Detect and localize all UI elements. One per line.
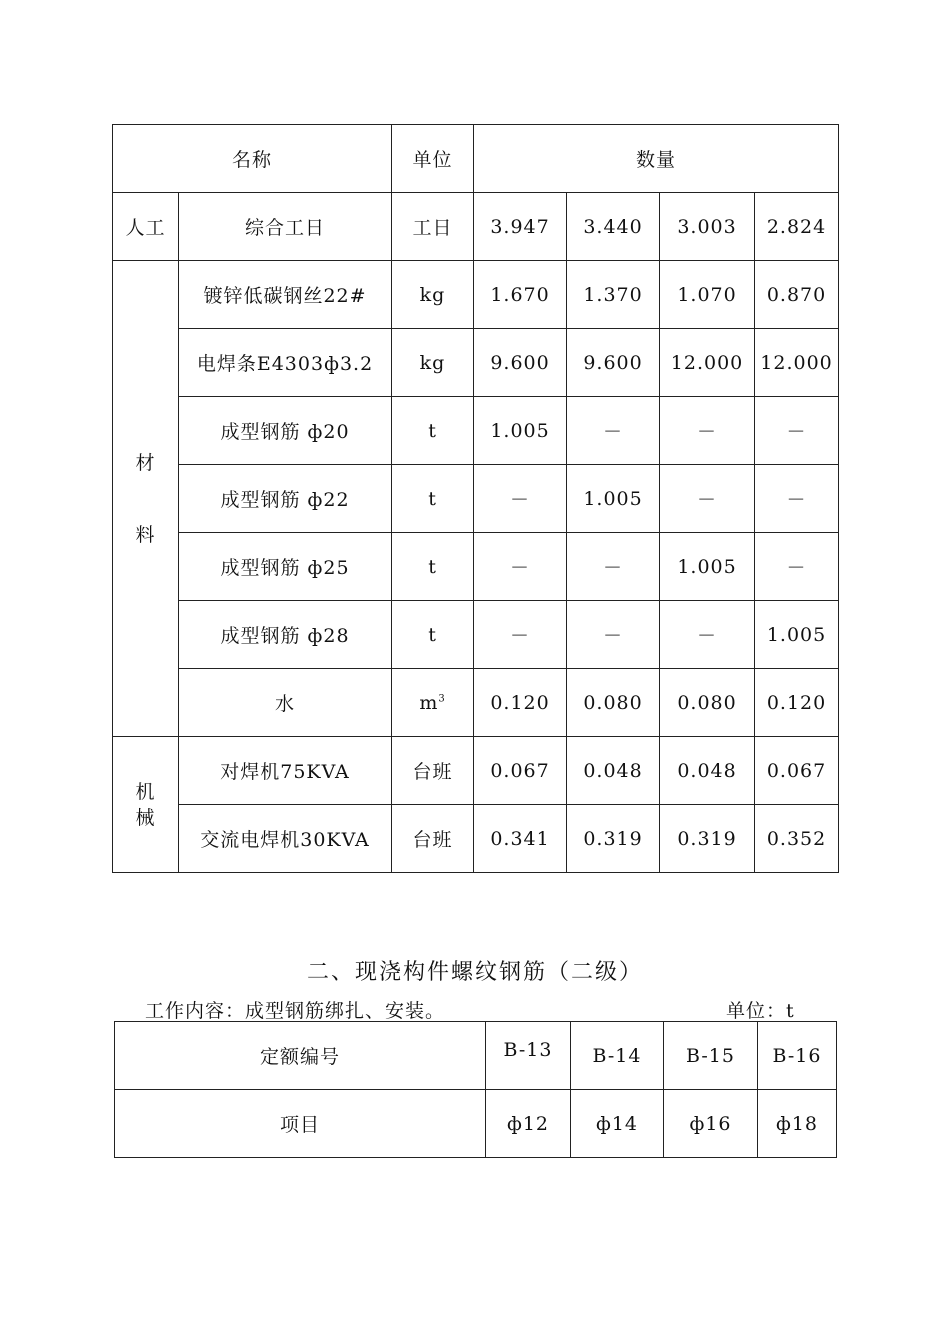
item-spec: ф16 xyxy=(664,1090,758,1158)
row-value: － xyxy=(660,465,755,533)
quota-code xyxy=(486,1022,571,1090)
row-value: 0.067 xyxy=(755,737,839,805)
row-value: 0.319 xyxy=(660,805,755,873)
table-row-item xyxy=(115,1090,837,1158)
row-value: － xyxy=(567,533,660,601)
quota-table-main xyxy=(112,124,839,873)
row-unit: 工日 xyxy=(392,193,474,261)
group-char: 料 xyxy=(135,523,156,546)
row-value: － xyxy=(660,601,755,669)
table-row xyxy=(113,329,839,397)
row-unit xyxy=(392,669,474,737)
section-title: 二、现浇构件螺纹钢筋（二级） xyxy=(306,960,643,985)
row-unit: t xyxy=(392,465,474,533)
table-row xyxy=(113,261,839,329)
row-value: － xyxy=(755,465,839,533)
row-unit: 台班 xyxy=(392,737,474,805)
row-name: 水 xyxy=(179,669,392,737)
header-qty: 数量 xyxy=(474,125,839,193)
row-value: 0.120 xyxy=(474,669,567,737)
item-spec: ф18 xyxy=(758,1090,837,1158)
row-value: 0.080 xyxy=(567,669,660,737)
row-name: 交流电焊机30KVA xyxy=(179,805,392,873)
row-value: 3.947 xyxy=(474,193,567,261)
row-value: 9.600 xyxy=(474,329,567,397)
row-value: － xyxy=(755,397,839,465)
group-char: 材 xyxy=(135,451,156,474)
row-unit: kg xyxy=(392,261,474,329)
item-spec: ф14 xyxy=(571,1090,664,1158)
row-name: 对焊机75KVA xyxy=(179,737,392,805)
row-value: － xyxy=(567,601,660,669)
row-name: 成型钢筋 ф28 xyxy=(179,601,392,669)
row-value: － xyxy=(660,397,755,465)
row-value: 1.670 xyxy=(474,261,567,329)
table-row xyxy=(113,737,839,805)
row-value: 12.000 xyxy=(660,329,755,397)
group-char: 械 xyxy=(135,806,156,829)
row-value: 1.005 xyxy=(567,465,660,533)
table-row xyxy=(113,465,839,533)
table-row-labor xyxy=(113,193,839,261)
group-materials xyxy=(113,261,179,737)
row-value: 3.003 xyxy=(660,193,755,261)
header-name: 名称 xyxy=(113,125,392,193)
row-value: 2.824 xyxy=(755,193,839,261)
quota-table-second xyxy=(114,1021,837,1158)
unit-label: 单位：t xyxy=(726,1000,795,1022)
group-labor: 人工 xyxy=(113,193,179,261)
row-value: 1.005 xyxy=(755,601,839,669)
row-value: 0.048 xyxy=(660,737,755,805)
table-row xyxy=(113,805,839,873)
row-value: － xyxy=(567,397,660,465)
group-machinery xyxy=(113,737,179,873)
quota-code: B-16 xyxy=(758,1022,837,1090)
row-unit: 台班 xyxy=(392,805,474,873)
row-value: 0.067 xyxy=(474,737,567,805)
item-spec: ф12 xyxy=(486,1090,571,1158)
unit-base: m xyxy=(419,691,439,714)
row-value: 1.070 xyxy=(660,261,755,329)
row-value: 0.341 xyxy=(474,805,567,873)
row-value: － xyxy=(755,533,839,601)
row-name: 镀锌低碳钢丝22# xyxy=(179,261,392,329)
table-row xyxy=(113,601,839,669)
row-unit: t xyxy=(392,533,474,601)
table-row xyxy=(113,533,839,601)
table-row xyxy=(113,397,839,465)
row-unit: kg xyxy=(392,329,474,397)
quota-code: B-14 xyxy=(571,1022,664,1090)
row-name: 综合工日 xyxy=(179,193,392,261)
table-row-quota xyxy=(115,1022,837,1090)
row-value: － xyxy=(474,533,567,601)
row-value: 1.005 xyxy=(474,397,567,465)
row-value: 0.352 xyxy=(755,805,839,873)
row-value: 0.870 xyxy=(755,261,839,329)
row-value: 0.048 xyxy=(567,737,660,805)
row-name: 成型钢筋 ф25 xyxy=(179,533,392,601)
row-value: 0.120 xyxy=(755,669,839,737)
row-value: － xyxy=(474,465,567,533)
row-value: 1.370 xyxy=(567,261,660,329)
quota-code-text: B-13 xyxy=(503,1038,553,1061)
row-unit: t xyxy=(392,601,474,669)
row-name: 成型钢筋 ф20 xyxy=(179,397,392,465)
row-value: 1.005 xyxy=(660,533,755,601)
row-value: 3.440 xyxy=(567,193,660,261)
row-value: 12.000 xyxy=(755,329,839,397)
row-value: － xyxy=(474,601,567,669)
table-row xyxy=(113,669,839,737)
unit-superscript: 3 xyxy=(438,693,446,705)
row-value: 0.080 xyxy=(660,669,755,737)
group-char: 机 xyxy=(135,780,156,803)
item-label: 项目 xyxy=(115,1090,486,1158)
row-name: 成型钢筋 ф22 xyxy=(179,465,392,533)
header-unit: 单位 xyxy=(392,125,474,193)
row-unit: t xyxy=(392,397,474,465)
quota-code: B-15 xyxy=(664,1022,758,1090)
row-name: 电焊条E4303ф3.2 xyxy=(179,329,392,397)
row-value: 9.600 xyxy=(567,329,660,397)
row-value: 0.319 xyxy=(567,805,660,873)
work-content: 工作内容：成型钢筋绑扎、安装。 xyxy=(145,1000,446,1022)
table-header-row xyxy=(113,125,839,193)
quota-label: 定额编号 xyxy=(115,1022,486,1090)
